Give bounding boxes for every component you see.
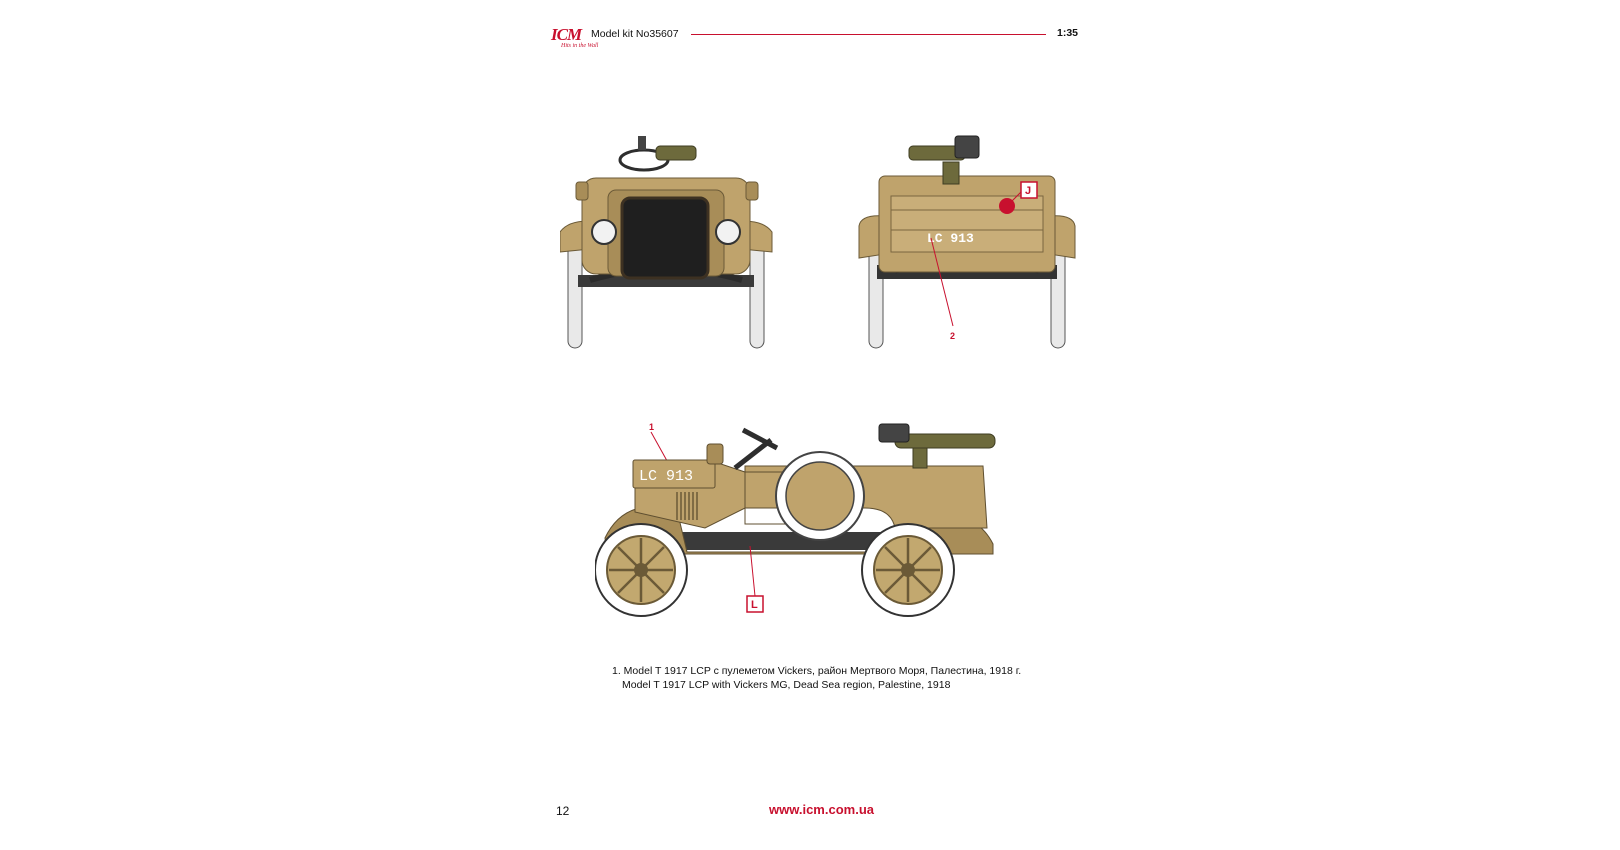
marker-j: J (1025, 185, 1032, 197)
callout-2: 2 (950, 331, 956, 341)
header-rule (691, 34, 1046, 35)
logo-tagline: Hits in the Wall (561, 43, 599, 49)
scale-label: 1:35 (1057, 27, 1079, 39)
side-view-drawing (595, 420, 1045, 620)
kit-number: Model kit No35607 (591, 28, 679, 40)
logo-text: ICM (551, 25, 582, 44)
page-header (549, 18, 1084, 54)
marker-l: L (751, 599, 758, 611)
rear-view-drawing (855, 130, 1085, 350)
side-plate-text: LC 913 (639, 468, 694, 485)
caption-ru: 1. Model T 1917 LCP с пулеметом Vickers, район Мертвого Моря, Палестина, 1918 г. (612, 665, 1022, 677)
website-link[interactable]: www.icm.com.ua (769, 802, 874, 817)
rear-plate-text: LC 913 (927, 231, 974, 246)
front-view-drawing (560, 130, 780, 350)
caption-en: Model T 1917 LCP with Vickers MG, Dead Sea region, Palestine, 1918 (622, 679, 951, 691)
callout-1: 1 (649, 422, 655, 432)
page-number: 12 (556, 804, 570, 818)
profile-caption (612, 664, 1021, 692)
